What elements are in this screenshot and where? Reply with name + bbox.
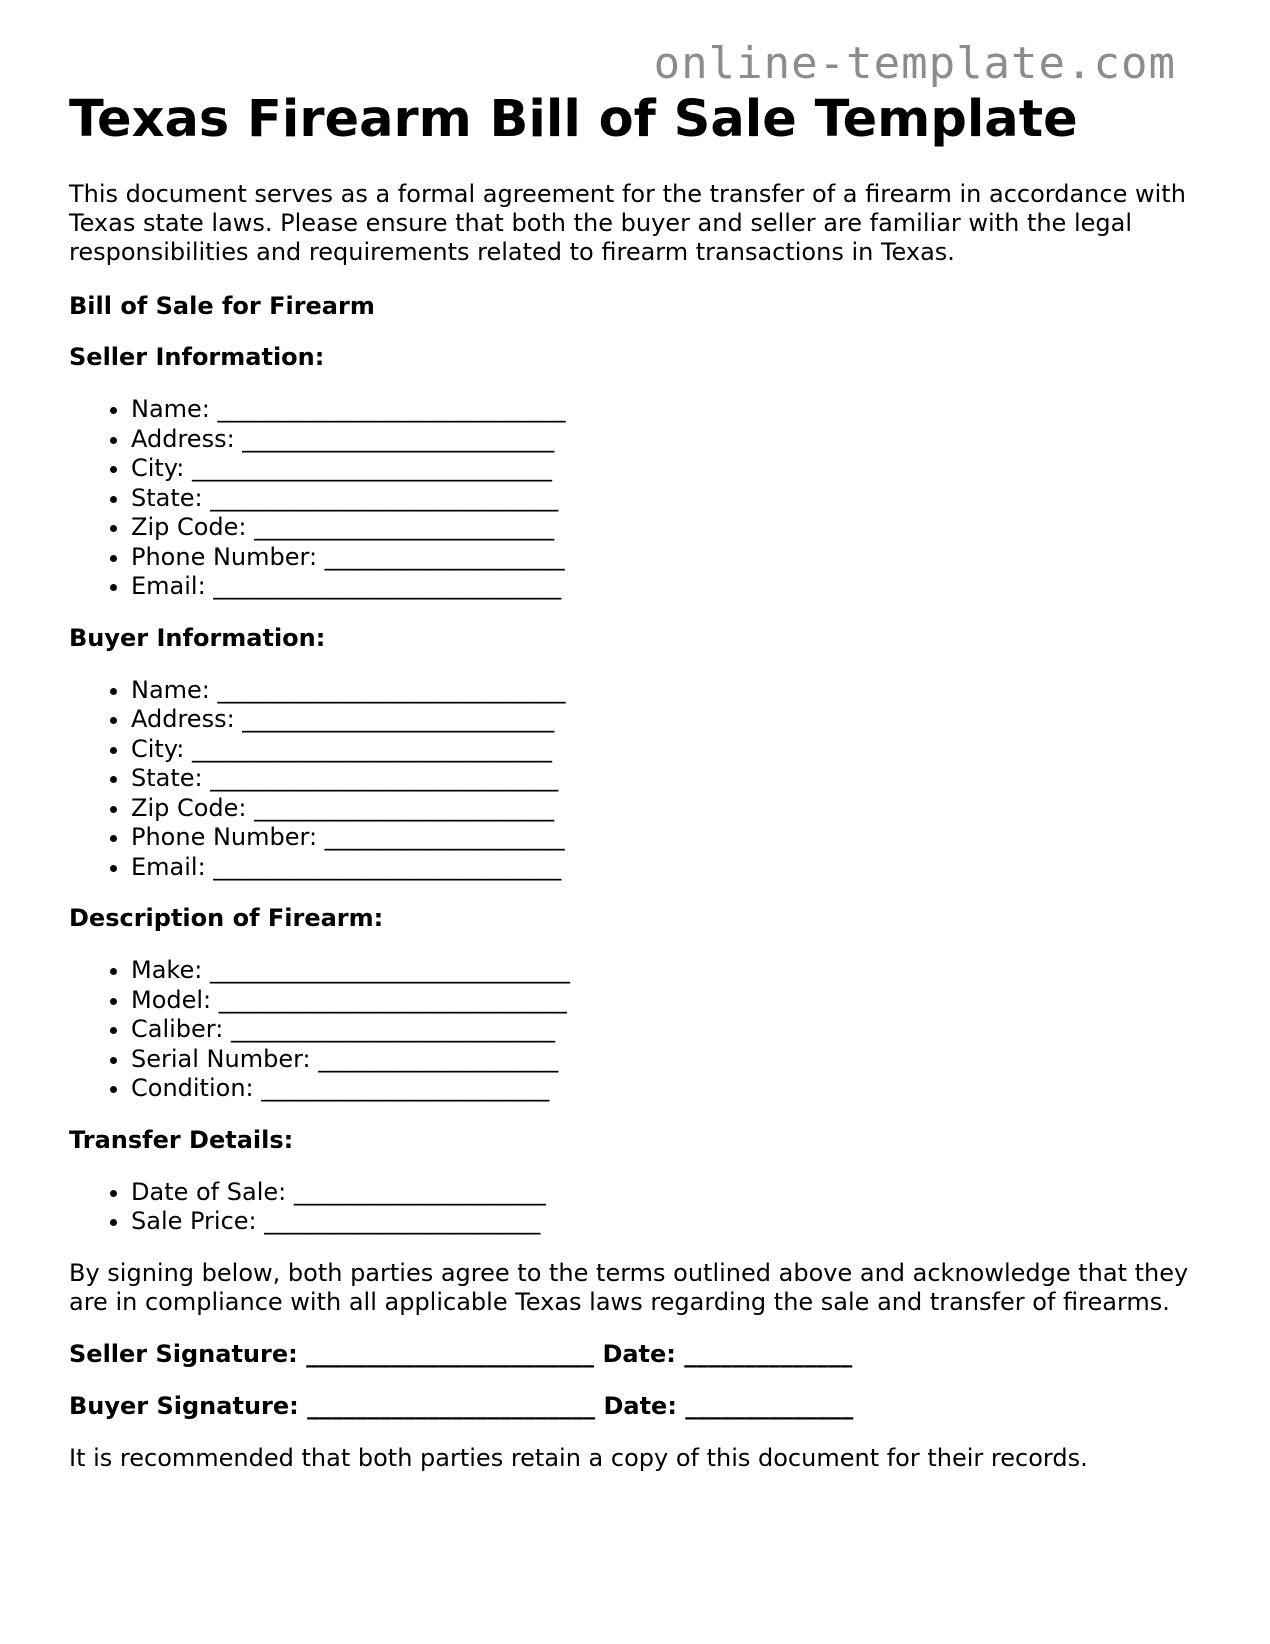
buyer-fields-list [69, 676, 1189, 883]
buyer-name-field: • Name: _____________________________ [131, 676, 1189, 706]
buyer-state-field: • State: _____________________________ [131, 764, 1189, 794]
seller-name-field: • Name: _____________________________ [131, 395, 1189, 425]
buyer-city-field: • City: ______________________________ [131, 735, 1189, 765]
firearm-make-field: • Make: ______________________________ [131, 956, 1189, 986]
seller-address-field: • Address: __________________________ [131, 425, 1189, 455]
transfer-heading: Transfer Details: [69, 1125, 294, 1154]
sale-price-field: • Sale Price: _______________________ [131, 1207, 1189, 1237]
seller-city-field: • City: ______________________________ [131, 454, 1189, 484]
seller-zip-field: • Zip Code: _________________________ [131, 513, 1189, 543]
buyer-email-field: • Email: _____________________________ [131, 853, 1189, 883]
seller-phone-field: • Phone Number: ____________________ [131, 543, 1189, 573]
page-title: Texas Firearm Bill of Sale Template [69, 90, 1078, 149]
watermark: online-template.com [653, 38, 1176, 89]
firearm-caliber-field: • Caliber: ___________________________ [131, 1015, 1189, 1045]
seller-heading: Seller Information: [69, 343, 325, 371]
seller-state-field: • State: _____________________________ [131, 484, 1189, 514]
bill-heading: Bill of Sale for Firearm [69, 292, 375, 320]
agreement-paragraph: By signing below, both parties agree to the terms outlined above and acknowledge that they are in compliance with all applicable Texas laws regarding the sale and transfer of firearms. [69, 1258, 1189, 1316]
sale-date-field: • Date of Sale: _____________________ [131, 1178, 1189, 1208]
document-page [69, 88, 1189, 1473]
buyer-signature-line: Buyer Signature: ________________________ Date: ______________ [69, 1391, 854, 1420]
firearm-heading: Description of Firearm: [69, 904, 384, 932]
buyer-address-field: • Address: __________________________ [131, 705, 1189, 735]
seller-email-field: • Email: _____________________________ [131, 572, 1189, 602]
firearm-serial-field: • Serial Number: ____________________ [131, 1045, 1189, 1075]
buyer-phone-field: • Phone Number: ____________________ [131, 823, 1189, 853]
footer-note: It is recommended that both parties retain a copy of this document for their records. [69, 1443, 1088, 1472]
intro-paragraph: This document serves as a formal agreement for the transfer of a firearm in accordance with Texas state laws. Please ensure that both the buyer and seller are familiar with the legal responsibilities and requirements related to firearm transactions in Texas. [69, 180, 1186, 266]
seller-signature-line: Seller Signature: ________________________ Date: ______________ [69, 1339, 853, 1368]
seller-fields-list [69, 395, 1189, 602]
firearm-model-field: • Model: _____________________________ [131, 986, 1189, 1016]
firearm-condition-field: • Condition: ________________________ [131, 1074, 1189, 1104]
firearm-fields-list [69, 956, 1189, 1104]
buyer-zip-field: • Zip Code: _________________________ [131, 794, 1189, 824]
transfer-fields-list [69, 1178, 1189, 1237]
buyer-heading: Buyer Information: [69, 623, 326, 652]
